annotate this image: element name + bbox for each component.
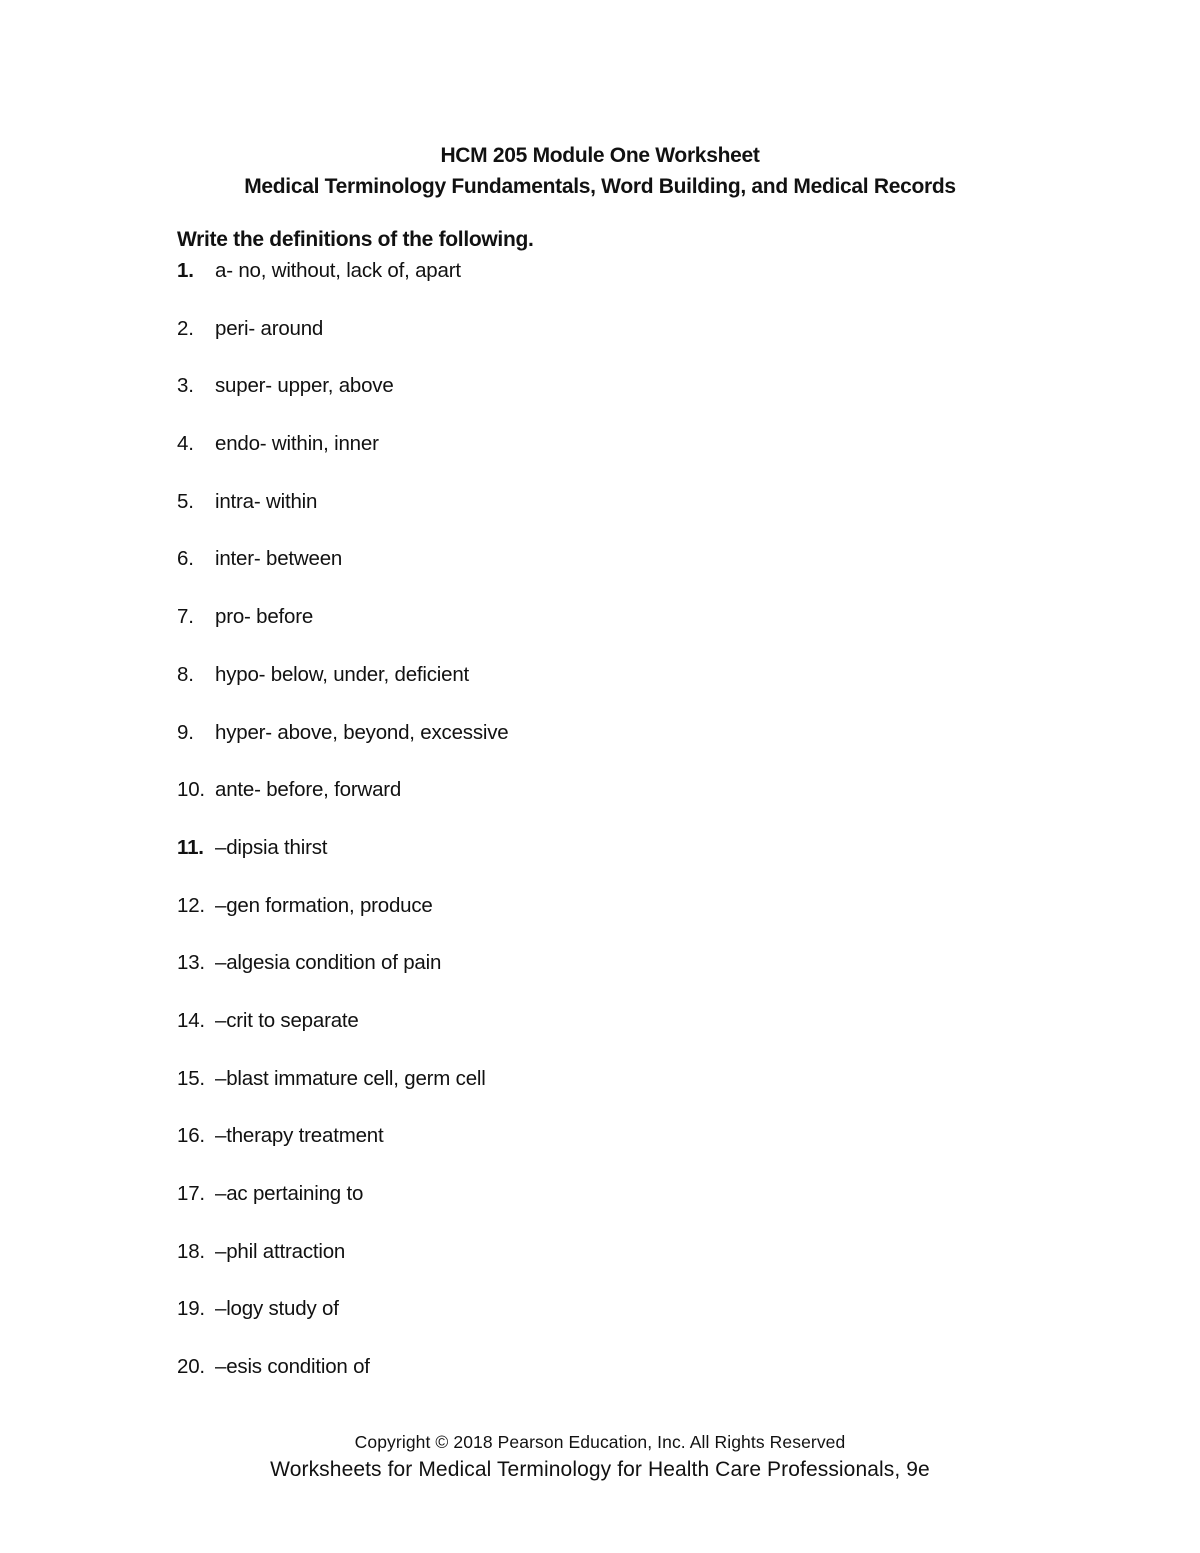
item-text: pro- before <box>215 605 314 629</box>
item-text: endo- within, inner <box>215 432 379 456</box>
list-item <box>177 948 509 1006</box>
item-text: –esis condition of <box>215 1355 370 1379</box>
item-number: 19. <box>177 1297 205 1321</box>
list-item <box>177 371 509 429</box>
list-item <box>177 1294 509 1352</box>
item-number: 5. <box>177 489 194 513</box>
item-number: 12. <box>177 893 205 917</box>
page-subtitle: Medical Terminology Fundamentals, Word Building, and Medical Records <box>244 175 956 198</box>
item-number: 10. <box>177 778 205 802</box>
item-text: –blast immature cell, germ cell <box>215 1066 486 1090</box>
item-number: 20. <box>177 1355 205 1379</box>
item-text: –logy study of <box>215 1297 339 1321</box>
list-item <box>177 1237 509 1295</box>
list-item <box>177 660 509 718</box>
item-number: 4. <box>177 432 194 456</box>
list-item <box>177 429 509 487</box>
page-footer <box>0 1429 1200 1485</box>
item-number: 6. <box>177 547 194 571</box>
item-number: 2. <box>177 316 194 340</box>
item-number: 15. <box>177 1066 205 1090</box>
definitions-list <box>177 256 509 1410</box>
item-number: 17. <box>177 1182 205 1205</box>
item-text: –algesia condition of pain <box>215 951 442 975</box>
item-text: intra- within <box>215 489 318 513</box>
list-item <box>177 487 509 545</box>
item-number: 9. <box>177 720 194 744</box>
book-title: Worksheets for Medical Terminology for Health Care Professionals, 9e <box>270 1458 930 1481</box>
list-item <box>177 1352 509 1410</box>
item-text: –crit to separate <box>215 1008 359 1032</box>
list-item <box>177 544 509 602</box>
list-item <box>177 891 509 949</box>
list-item <box>177 1121 509 1179</box>
item-text: –therapy treatment <box>215 1124 384 1148</box>
list-item <box>177 256 509 314</box>
item-text: super- upper, above <box>215 374 394 398</box>
list-item <box>177 833 509 891</box>
copyright-notice: Copyright © 2018 Pearson Education, Inc. All Rights Reserved <box>354 1432 846 1452</box>
item-text: ante- before, forward <box>215 778 402 802</box>
page-title: HCM 205 Module One Worksheet <box>440 144 760 167</box>
list-item <box>177 314 509 372</box>
item-text: –dipsia thirst <box>215 835 328 859</box>
item-text: –phil attraction <box>215 1239 346 1263</box>
item-number: 3. <box>177 374 194 398</box>
list-item <box>177 1006 509 1064</box>
list-item <box>177 602 509 660</box>
item-number: 14. <box>177 1008 205 1032</box>
item-number: 13. <box>177 951 205 975</box>
list-item <box>177 1064 509 1122</box>
item-number: 8. <box>177 662 194 686</box>
item-text: –ac pertaining to <box>215 1182 364 1205</box>
item-text: hyper- above, beyond, excessive <box>215 720 509 744</box>
list-item <box>177 775 509 833</box>
instructions-heading: Write the definitions of the following. <box>177 228 534 251</box>
list-item <box>177 1179 509 1237</box>
item-text: hypo- below, under, deficient <box>215 662 470 686</box>
item-text: inter- between <box>215 547 343 571</box>
item-text: –gen formation, produce <box>215 893 433 917</box>
title-block <box>0 140 1200 202</box>
item-number: 7. <box>177 605 194 629</box>
item-number: 18. <box>177 1239 205 1263</box>
item-text: a- no, without, lack of, apart <box>215 259 461 282</box>
item-text: peri- around <box>215 316 324 340</box>
item-number: 1. <box>177 259 194 282</box>
item-number: 16. <box>177 1124 205 1148</box>
list-item <box>177 718 509 776</box>
item-number: 11. <box>177 835 204 859</box>
